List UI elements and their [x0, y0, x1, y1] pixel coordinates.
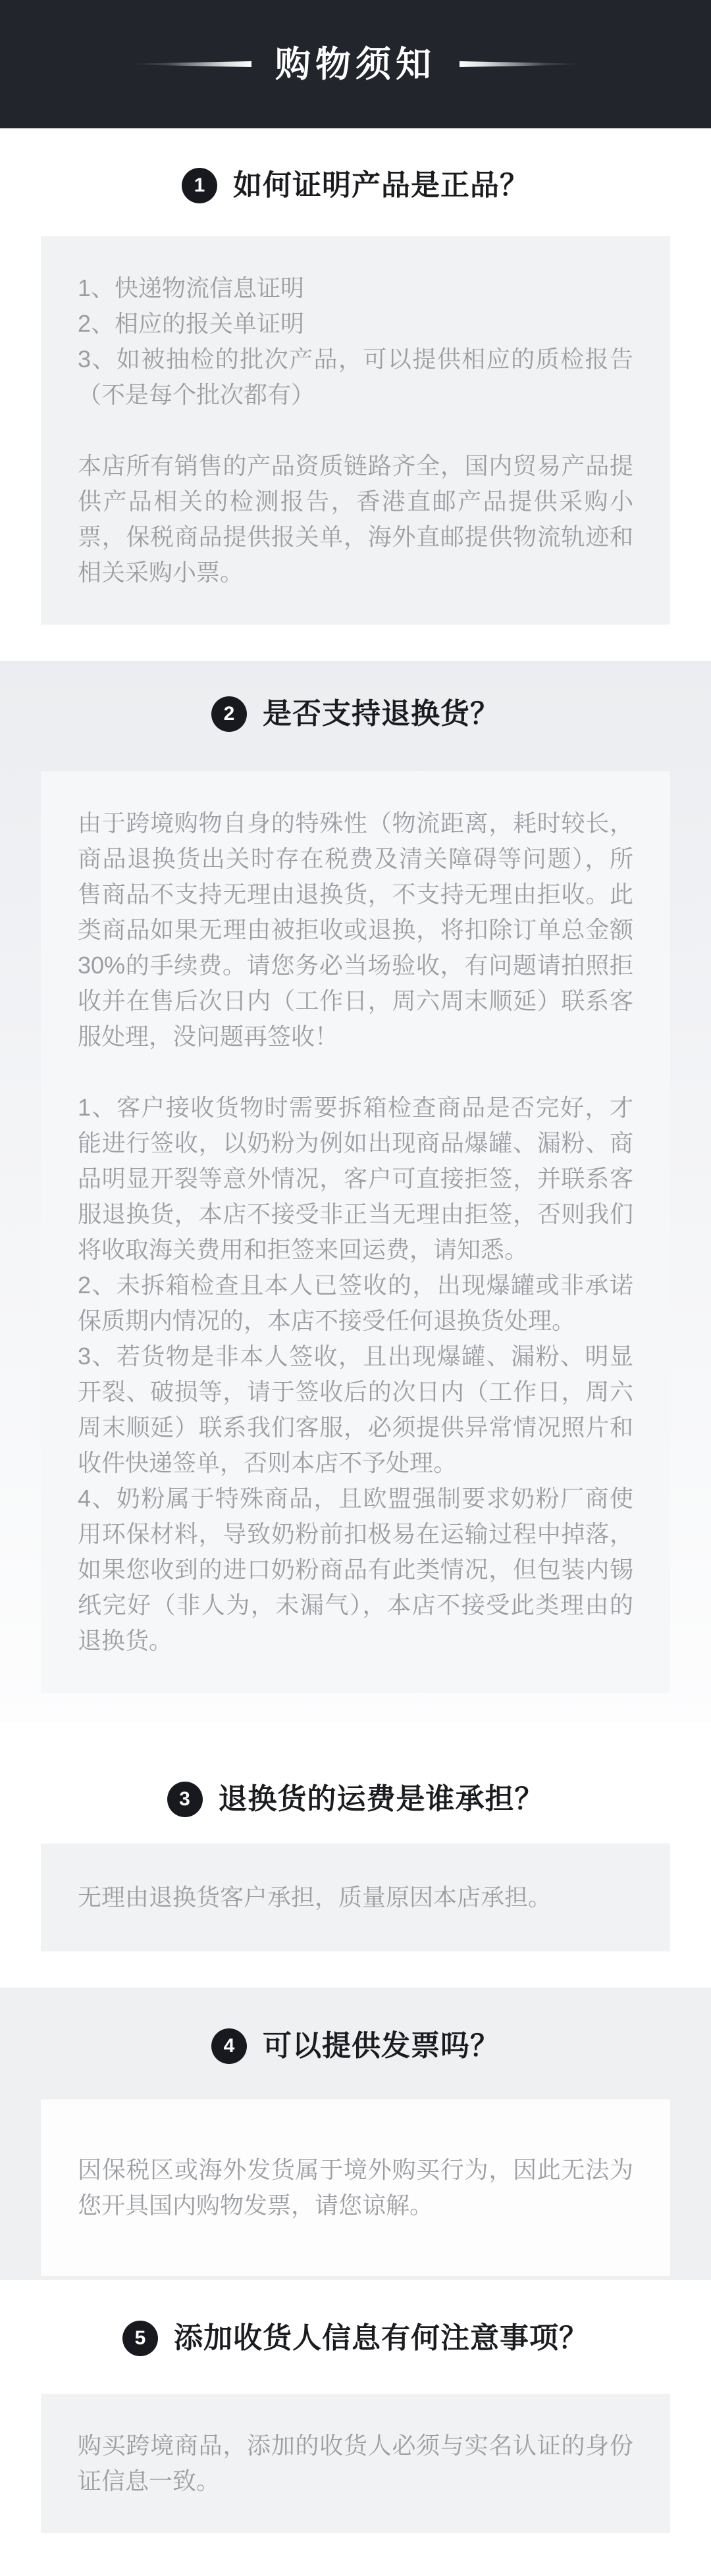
section-4-question: 可以提供发票吗？	[263, 2029, 500, 2062]
returns-rule-item: 4、奶粉属于特殊商品，且欧盟强制要求奶粉厂商使用环保材料，导致奶粉前扣极易在运输过程中掉落，如果您收到的进口奶粉商品有此类情况，但包装内锡纸完好（非人为，未漏气），本店不接受此类理由的退换货。	[78, 1485, 633, 1654]
section-1-number-badge: 1	[182, 168, 217, 203]
section-3-content-box	[41, 1843, 670, 1951]
section-2-content-box	[41, 771, 670, 1693]
banner-decor-line-right	[460, 61, 581, 67]
banner-decor-line-left	[130, 61, 251, 67]
proof-item: 1、快递物流信息证明	[78, 274, 305, 301]
section-1-question: 如何证明产品是正品？	[233, 168, 529, 201]
proof-item: 2、相应的报关单证明	[78, 310, 305, 337]
section-3-number-badge: 3	[167, 1782, 203, 1817]
proof-item: 3、如被抽检的批次产品，可以提供相应的质检报告（不是每个批次都有）	[78, 346, 633, 408]
section-5-heading	[0, 2319, 711, 2357]
section-recipient-info	[0, 2280, 711, 2576]
section-returns-policy	[0, 661, 711, 1722]
section-2-number-badge: 2	[211, 696, 247, 732]
section-4-paragraph: 因保税区或海外发货属于境外购买行为，因此无法为您开具国内购物发票，请您谅解。	[78, 2156, 633, 2219]
section-1-content-box	[41, 236, 670, 625]
section-2-question: 是否支持退换货？	[263, 697, 500, 730]
section-5-paragraph: 购买跨境商品，添加的收货人必须与实名认证的身份证信息一致。	[78, 2432, 633, 2494]
section-2-heading	[0, 695, 711, 733]
page-title: 购物须知	[275, 44, 436, 84]
section-2-paragraph: 由于跨境购物自身的特殊性（物流距离，耗时较长，商品退换货出关时存在税费及清关障碍等问题），所售商品不支持无理由退换货，不支持无理由拒收。此类商品如果无理由被拒收或退换，将扣除订单总金额30%的手续费。请您务必当场验收，有问题请拍照拒收并在售后次日内（工作日，周六周末顺延）联系客服处理，没问题再签收！	[78, 810, 633, 1050]
section-1-heading	[0, 167, 711, 205]
section-invoice	[0, 1988, 711, 2280]
section-authenticity	[0, 128, 711, 661]
header-banner	[0, 0, 711, 128]
section-4-number-badge: 4	[211, 2028, 247, 2064]
section-return-shipping-fee	[0, 1722, 711, 1988]
section-3-question: 退换货的运费是谁承担？	[218, 1782, 544, 1815]
section-3-heading	[0, 1780, 711, 1818]
section-4-content-box	[41, 2099, 670, 2276]
returns-rule-item: 1、客户接收货物时需要拆箱检查商品是否完好，才能进行签收，以奶粉为例如出现商品爆罐、漏粉、商品明显开裂等意外情况，客户可直接拒签，并联系客服退换货，本店不接受非正当无理由拒签，否则我们将收取海关费用和拒签来回运费，请知悉。	[78, 1094, 633, 1263]
section-4-heading	[0, 2027, 711, 2065]
returns-rule-item: 3、若货物是非本人签收，且出现爆罐、漏粉、明显开裂、破损等，请于签收后的次日内（工作日，周六周末顺延）联系我们客服，必须提供异常情况照片和收件快递签单，否则本店不予处理。	[78, 1343, 633, 1476]
returns-rule-item: 2、未拆箱检查且本人已签收的，出现爆罐或非承诺保质期内情况的，本店不接受任何退换货处理。	[78, 1272, 633, 1334]
section-1-paragraph: 本店所有销售的产品资质链路齐全，国内贸易产品提供产品相关的检测报告，香港直邮产品提供采购小票，保税商品提供报关单，海外直邮提供物流轨迹和相关采购小票。	[78, 452, 633, 586]
section-5-question: 添加收货人信息有何注意事项？	[174, 2321, 589, 2354]
section-5-content-box	[41, 2394, 670, 2533]
section-5-number-badge: 5	[122, 2321, 158, 2356]
section-3-paragraph: 无理由退换货客户承担，质量原因本店承担。	[78, 1884, 552, 1911]
